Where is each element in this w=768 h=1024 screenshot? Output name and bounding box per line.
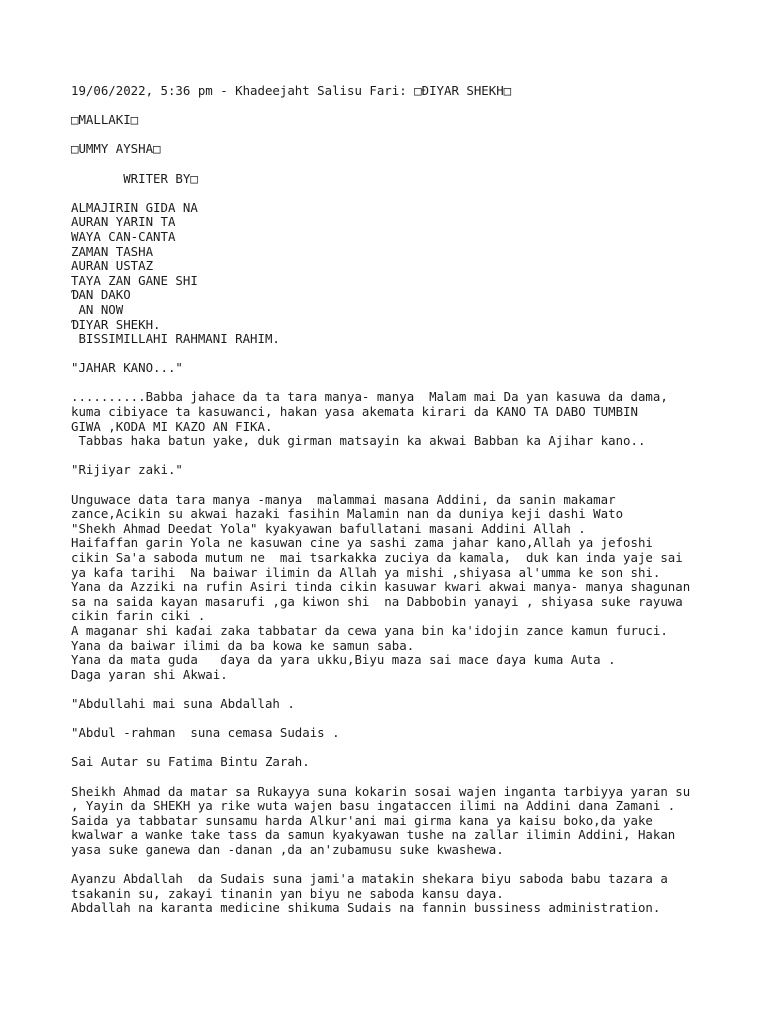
blank-line [71,157,761,172]
text-line: ƊIYAR SHEKH. [71,316,161,332]
blank-line [71,770,761,785]
text-line: Yana da mata guda ɗaya da yara ukku,Biyu maza sai mace ɗaya kuma Auta . [71,652,616,668]
blank-line [71,478,761,493]
text-line: ..........Babba jahace da ta tara manya- manya Malam mai Da yan kasuwa da dama, [71,389,668,405]
text-line: Ayanzu Abdallah da Sudais suna jami'a matakin shekara biyu saboda babu tazara a [71,871,668,887]
text-line: "Abdul -rahman suna cemasa Sudais . [71,725,340,741]
text-line: WRITER BY□ [71,170,198,186]
text-line: Haifaffan garin Yola ne kasuwan cine ya sashi zama jahar kano,Allah ya jefoshi [71,535,653,551]
blank-line [71,128,761,143]
text-line: ZAMAN TASHA [71,243,154,259]
text-line: zance,Acikin su akwai hazaki fasihin Malamin nan da duniya keji dashi Wato [71,506,624,522]
text-line: sa na saida kayan masarufi ,ga kiwon shi na Dabbobin yanayi , shiyasa suke rayuwa [71,593,683,609]
text-line: cikin Sa'a saboda mutum ne mai tsarkakka zuciya da kamala, duk kan inda yaje sai [71,550,683,565]
blank-line [71,712,761,727]
text-line: kwalwar a wanke take tass da samun kyakyawan tushe na zallar ilimin Addini, Hakan [71,827,676,843]
blank-line [71,99,761,114]
text-line: □UMMY AYSHA□ [71,141,161,157]
blank-line [71,682,761,697]
blank-line [71,186,761,201]
blank-line [71,741,761,756]
blank-line [71,857,761,872]
text-line: Tabbas haka batun yake, duk girman matsayin ka akwai Babban ka Ajihar kano.. [71,433,646,449]
text-line: 19/06/2022, 5:36 pm - Khadeejaht Salisu Fari: □ƉIYAR SHEKH□ [71,83,512,98]
text-line: Yana da Azziki na rufin Asiri tinda cikin kasuwar kwari akwai manya- manya shagunan [71,579,691,595]
blank-line [71,449,761,464]
text-line: ya kafa tarihi Na baiwar ilimin da Allah ya mishi ,shiyasa al'umma ke son shi. [71,564,661,580]
text-line: Abdallah na karanta medicine shikuma Sudais na fannin bussiness administration. [71,900,661,916]
text-line: GIWA ,KODA MI KAZO AN FIKA. [71,418,273,434]
text-line: AURAN YARIN TA [71,214,176,230]
text-line: Yana da baiwar ilimi da ba kowa ke samun saba. [71,637,415,653]
text-line: AN NOW [71,301,124,317]
text-line: "Abdullahi mai suna Abdallah . [71,695,295,711]
text-line: kuma cibiyace ta kasuwanci, hakan yasa akemata kirari da KANO TA DABO TUMBIN [71,404,638,420]
text-line: tsakanin su, zakayi tinanin yan biyu ne saboda kansu daya. [71,885,504,901]
blank-line [71,376,761,391]
text-line: Sai Autar su Fatima Bintu Zarah. [71,754,310,770]
text-line: BISSIMILLAHI RAHMANI RAHIM. [71,331,280,347]
text-line: Saida ya tabbatar sunsamu harda Alkur'ani mai girma kana ya kaisu boko,da yake [71,812,653,828]
text-line: Unguwace data tara manya -manya malammai masana Addini, da sanin makamar [71,491,616,507]
text-line: , Yayin da SHEKH ya rike wuta wajen basu ingataccen ilimi na Addini dana Zamani . [71,798,676,814]
text-line: AURAN USTAZ [71,258,154,274]
text-line: □MALLAKI□ [71,112,139,128]
text-line: cikin farin ciki . [71,608,206,624]
text-line: A maganar shi kaɗai zaka tabbatar da cewa yana bin ka'idojin zance kamun furuci. [71,622,668,638]
text-line: ƊAN DAKO [71,287,131,303]
text-line: Sheikh Ahmad da matar sa Rukayya suna kokarin sosai wajen inganta tarbiyya yaran su [71,783,691,799]
blank-line [71,347,761,362]
text-line: WAYA CAN-CANTA [71,228,176,244]
text-line: "Rijiyar zaki." [71,462,183,478]
text-line: TAYA ZAN GANE SHI [71,272,198,288]
text-line: "Shekh Ahmad Deedat Yola" kyakyawan bafullatani masani Addini Allah . [71,520,586,536]
document-body [71,84,761,916]
text-line: Daga yaran shi Akwai. [71,666,228,682]
text-line: yasa suke ganewa dan -danan ,da an'zubamusu suke kwashewa. [71,841,504,857]
text-line: ALMAJIRIN GIDA NA [71,199,198,215]
text-line: "JAHAR KANO..." [71,360,183,376]
